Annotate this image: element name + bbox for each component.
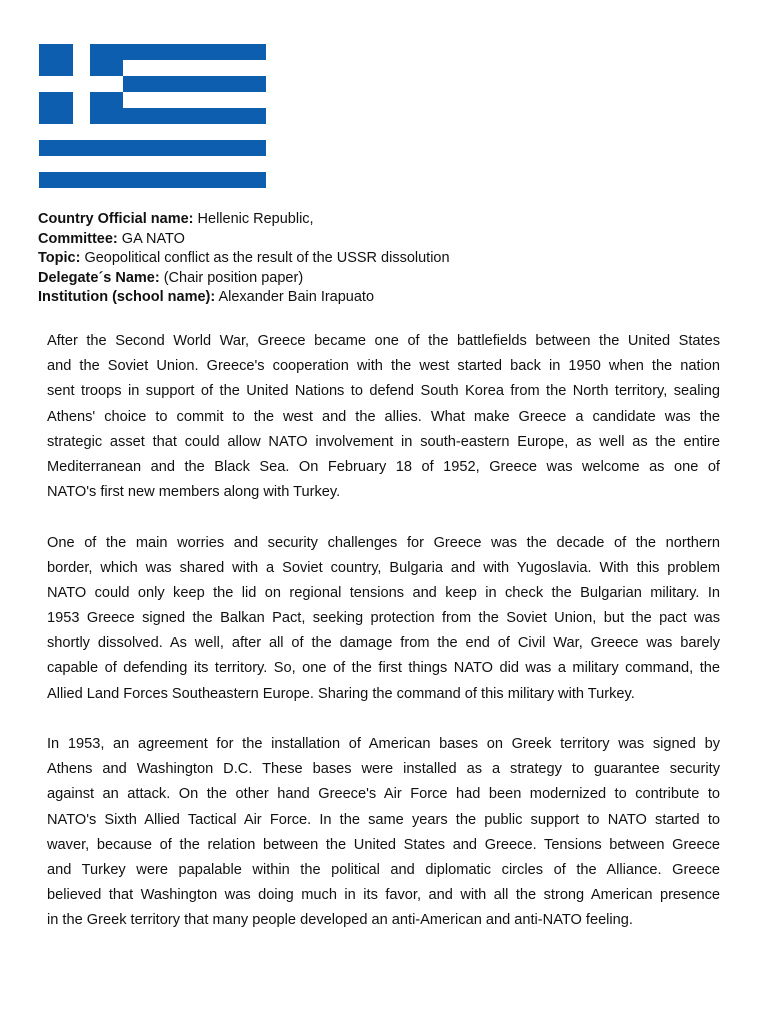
paragraph-line: NATO's first new members along with Turkey. <box>47 484 341 501</box>
paragraph-line: 1953 Greece signed the Balkan Pact, seeking protection from the Soviet Union, but the pact was <box>47 610 720 627</box>
paragraph-line: After the Second World War, Greece became one of the battlefields between the United States <box>47 333 720 349</box>
paragraph-line: believed that Washington was doing much in its favor, and with all the strong American presence <box>47 887 720 904</box>
paragraph-line: border, which was shared with a Soviet country, Bulgaria and with Yugoslavia. With this problem <box>47 559 720 576</box>
committee-value: GA NATO <box>117 230 185 247</box>
document-header <box>38 210 450 308</box>
paragraph-line: NATO could only keep the lid on regional tensions and keep in check the Bulgarian military. In <box>47 584 720 601</box>
institution-value: Alexander Bain Irapuato <box>215 289 375 305</box>
paragraph <box>47 329 720 505</box>
paragraph-line: In 1953, an agreement for the installation of American bases on Greek territory was signed by <box>47 736 720 752</box>
greek-flag-image <box>39 44 266 188</box>
paragraph <box>47 531 720 707</box>
institution-label: Institution (school name): <box>38 289 216 305</box>
document-body <box>47 329 720 959</box>
institution-line <box>38 288 450 308</box>
paragraph-line: One of the main worries and security challenges for Greece was the decade of the northern <box>47 534 720 551</box>
paragraph-line: Athens and Washington D.C. These bases were installed as a strategy to guarantee security <box>47 761 720 778</box>
topic-line <box>38 249 450 269</box>
committee-label: Committee: <box>38 230 118 247</box>
paragraph-line: strategic asset that could allow NATO involvement in south-eastern Europe, as well as the entire <box>47 433 720 450</box>
country-value: Hellenic Republic, <box>193 211 314 227</box>
paragraph-line: Mediterranean and the Black Sea. On February 18 of 1952, Greece was welcome as one of <box>47 458 720 475</box>
topic-value: Geopolitical conflict as the result of the USSR dissolution <box>80 250 450 266</box>
paragraph <box>47 732 720 934</box>
paragraph-line: Athens' choice to commit to the west and the allies. What make Greece a candidate was the <box>47 408 720 425</box>
committee-line <box>38 230 450 250</box>
paragraph-line: NATO's Sixth Allied Tactical Air Force. In the same years the public support to NATO started to <box>47 811 720 828</box>
country-label: Country Official name: <box>38 211 194 227</box>
country-name-line <box>38 210 450 230</box>
topic-label: Topic: <box>38 250 81 266</box>
paragraph-line: and Turkey were papalable within the political and diplomatic circles of the Alliance. Greece <box>47 861 720 878</box>
paragraph-line: and the Soviet Union. Greece's cooperation with the west started back in 1950 when the nation <box>47 358 720 375</box>
paragraph-line: capable of defending its territory. So, one of the first things NATO did was a military command, the <box>47 660 720 677</box>
paragraph-line: in the Greek territory that many people developed an anti-American and anti-NATO feeling. <box>47 912 633 929</box>
delegate-value: (Chair position paper) <box>159 269 304 286</box>
paragraph-line: sent troops in support of the United Nations to defend South Korea from the North territory, sealing <box>47 383 720 400</box>
paragraph-line: shortly dissolved. As well, after all of the damage from the end of Civil War, Greece was barely <box>47 635 720 652</box>
paragraph-line: waver, because of the relation between the United States and Greece. Tensions between Greece <box>47 836 720 853</box>
paragraph-line: against an attack. On the other hand Greece's Air Force had been modernized to contribute to <box>47 786 720 803</box>
paragraph-line: Allied Land Forces Southeastern Europe. Sharing the command of this military with Turkey. <box>47 685 635 702</box>
delegate-line <box>38 269 450 289</box>
delegate-label: Delegate´s Name: <box>38 269 160 286</box>
